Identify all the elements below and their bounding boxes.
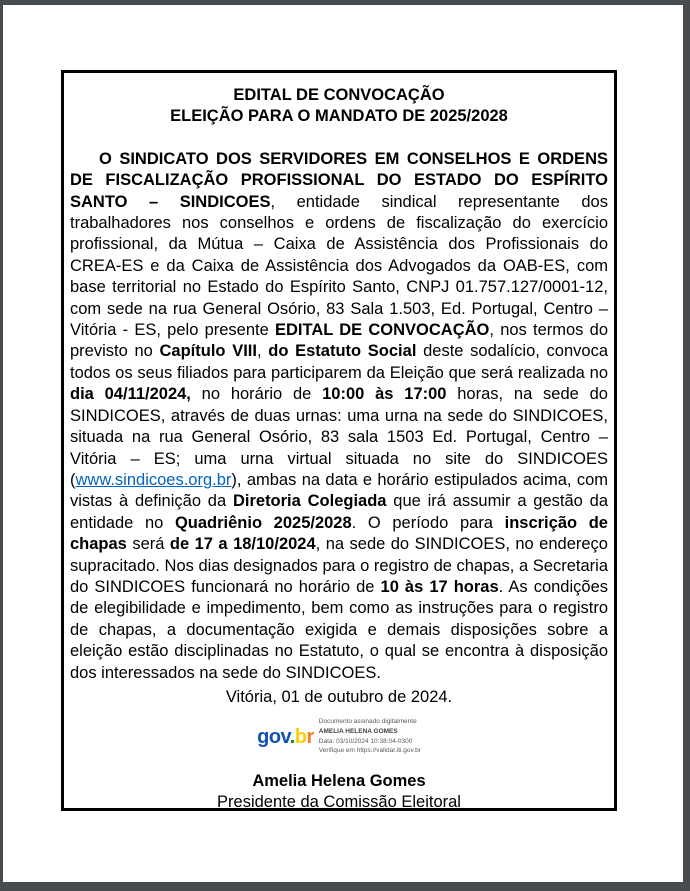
document-page — [3, 5, 683, 882]
signatory-role: Presidente da Comissão Eleitoral — [217, 793, 461, 811]
signatory-name: Amelia Helena Gomes — [252, 771, 426, 790]
stamp-verify-url: Verifique em https://validar.iti.gov.br — [318, 747, 421, 755]
stamp-date: Data: 03/10/2024 10:38:04-0300 — [318, 737, 413, 745]
edital-border-frame — [61, 70, 617, 811]
edital-body-paragraph: O SINDICATO DOS SERVIDORES EM CONSELHOS E ORDENS DE FISCALIZAÇÃO PROFISSIONAL DO ESTADO DO ESPÍRITO SANTO – SINDICOES, entidade sindical representante dos trabalhadores nos conselhos e ordens de fiscalização do exercício profissional, da Mútua – Caixa de Assistência dos Profissionais do CREA-ES e da Caixa de Assistência dos Advogados da OAB-ES, com base territorial no Estado do Espírito Santo, CNPJ 01.757.127/0001-12, com sede na rua General Osório, 83 Sala 1.503, Ed. Portugal, Centro – Vitória - ES, pelo presente EDITAL DE CONVOCAÇÃO, nos termos do previsto no Capítulo VIII, do Estatuto Social deste sodalício, convoca todos os seus filiados para participarem da Eleição que será realizada no dia 04/11/2024, no horário de 10:00 às 17:00 horas, na sede do SINDICOES, através de duas urnas: uma urna na sede do SINDICOES, situada na rua General Osório, 83 sala 1503 Ed. Portugal, Centro – Vitória – ES; uma urna virtual situada no site do SINDICOES (www.sindicoes.org.br), ambas na data e horário estipulados acima, com vistas à definição da Diretoria Colegiada que irá assumir a gestão da entidade no Quadriênio 2025/2028. O período para inscrição de chapas será de 17 a 18/10/2024, na sede do SINDICOES, no endereço supracitado. Nos dias designados para o registro de chapas, a Secretaria do SINDICOES funcionará no horário de 10 às 17 horas. As condições de elegibilidade e impedimento, bem como as instruções para o registro de chapas, a documentação exigida e demais disposições sobre a eleição estão disciplinadas no Estatuto, o qual se encontra à disposição dos interessados na sede do SINDICOES. — [70, 149, 609, 682]
date-line: Vitória, 01 de outubro de 2024. — [225, 687, 453, 706]
govbr-logo-gov: gov — [257, 726, 290, 749]
govbr-logo-r: r — [306, 726, 314, 749]
viewer-edge-left — [0, 0, 3, 891]
digital-signature-stamp — [70, 717, 608, 755]
signatory-block — [70, 771, 608, 811]
edital-title-line1: EDITAL DE CONVOCAÇÃO — [233, 86, 445, 104]
viewer-edge-bottom — [0, 882, 690, 891]
viewer-edge-top — [0, 0, 690, 5]
viewer-edge-right — [683, 0, 690, 891]
edital-title-line2: ELEIÇÃO PARA O MANDATO DE 2025/2028 — [170, 107, 508, 126]
sindicoes-website-link[interactable]: www.sindicoes.org.br — [75, 470, 232, 489]
stamp-signer-name: AMELIA HELENA GOMES — [318, 727, 398, 735]
stamp-text-block — [319, 717, 421, 755]
govbr-logo — [257, 727, 314, 747]
stamp-header: Documento assinado digitalmente — [318, 718, 417, 726]
govbr-logo-b: b — [294, 726, 307, 749]
govbr-logo-dot: . — [289, 726, 295, 749]
edital-title — [70, 85, 608, 128]
